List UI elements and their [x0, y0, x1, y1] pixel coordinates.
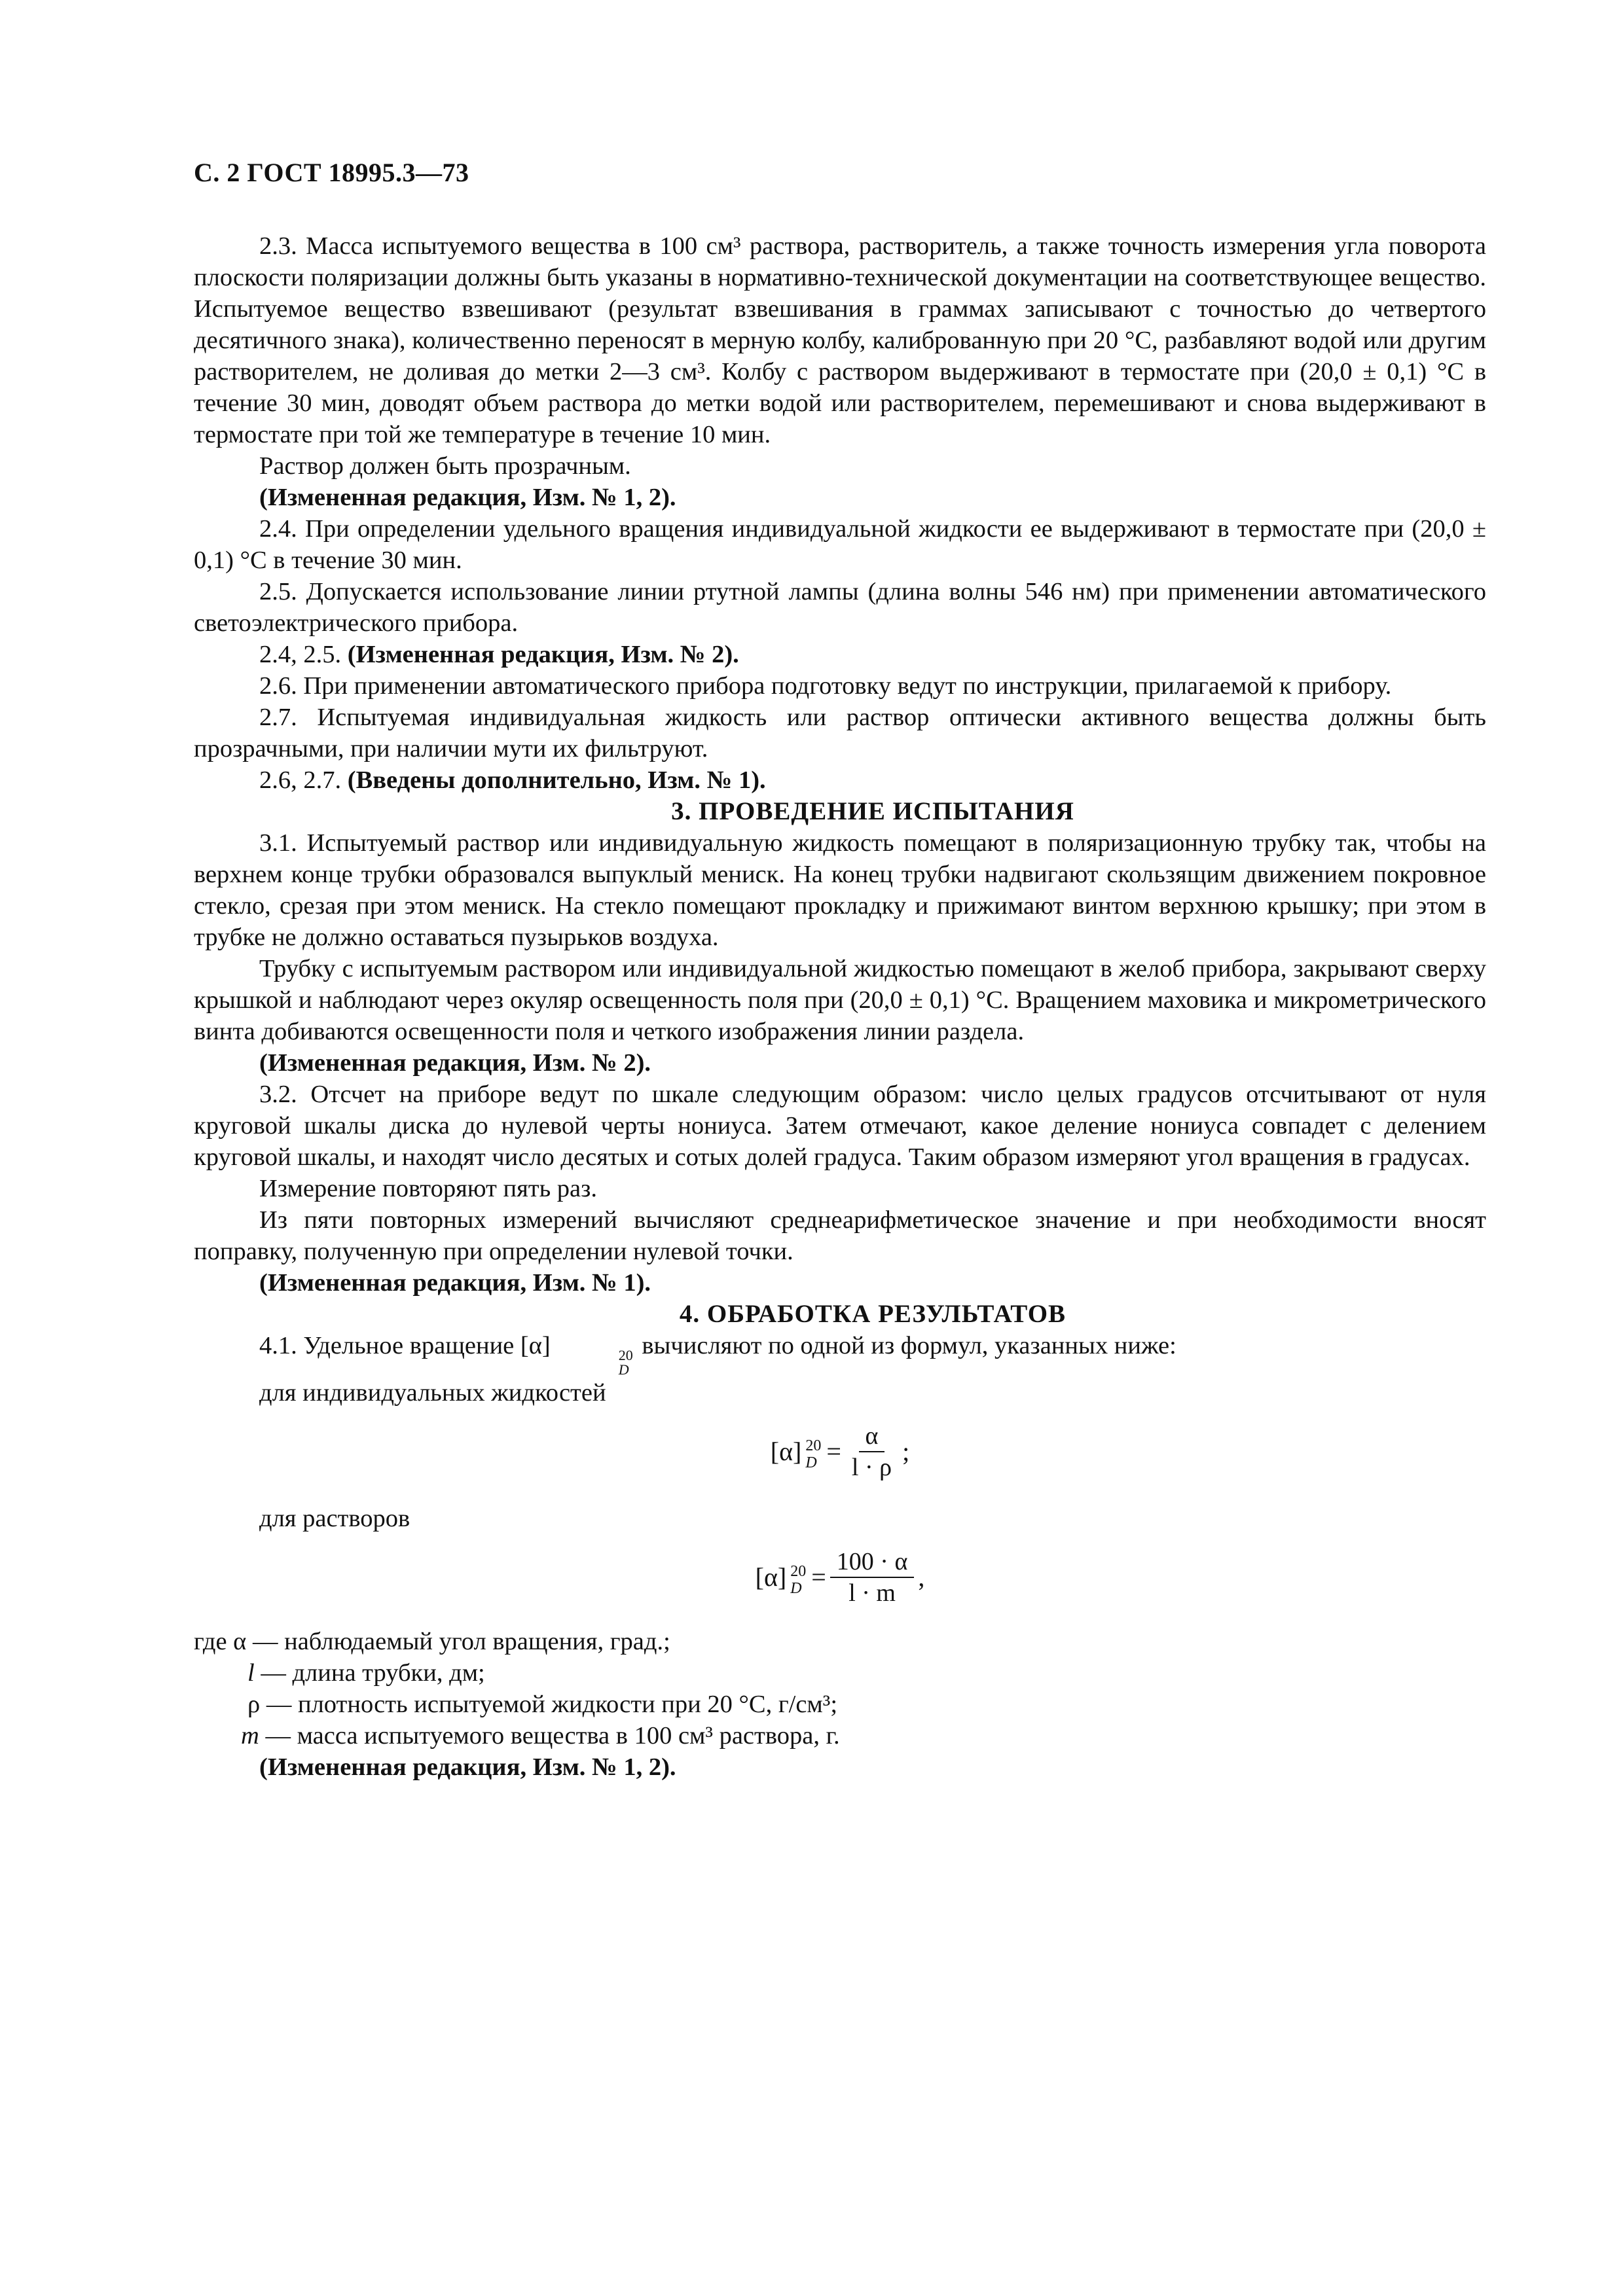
- page-header: С. 2 ГОСТ 18995.3—73: [194, 158, 469, 187]
- amendment-note-2-4-2-5: [194, 639, 1486, 670]
- formula-liquids: [194, 1420, 1486, 1483]
- fraction: [830, 1548, 915, 1607]
- sub-d: D: [790, 1580, 802, 1597]
- definition-m-text: — масса испытуемого вещества в 100 см³ раствора, г.: [259, 1722, 840, 1749]
- note-prefix: 2.6, 2.7.: [259, 766, 348, 794]
- paragraph-2-4: 2.4. При определении удельного вращения индивидуальной жидкости ее выдерживают в термостате при (20,0 ± 0,1) °С в течение 30 мин.: [194, 515, 1486, 574]
- paragraph-3-1: 3.1. Испытуемый раствор или индивидуальную жидкость помещают в поляризационную трубку так, чтобы на верхнем конце трубки образовался выпуклый мениск. На конец трубки надвигают скользящим движением покровное стекло, срезая при этом мениск. На стекло помещают прокладку и прижимают винтом верхнюю крышку; при этом в трубке не должно оставаться пузырьков воздуха.: [194, 829, 1486, 951]
- denominator: l · m: [848, 1579, 896, 1607]
- definition-l-text: — длина трубки, дм;: [254, 1659, 485, 1687]
- numerator: 100 · α: [830, 1548, 915, 1578]
- amendment-note: (Измененная редакция, Изм. № 1, 2).: [259, 484, 676, 511]
- paragraph-4-1: [194, 1330, 1486, 1377]
- amendment-note: (Измененная редакция, Изм. № 1).: [259, 1269, 651, 1297]
- formula-lhs: [α]: [770, 1437, 802, 1466]
- paragraph-2-3-transparent: Раствор должен быть прозрачным.: [259, 452, 631, 480]
- formula-tail: ,: [918, 1562, 925, 1592]
- definition-m: [194, 1720, 1486, 1751]
- paragraph-3-2-repeat: Измерение повторяют пять раз.: [259, 1175, 597, 1202]
- liquids-label: для индивидуальных жидкостей: [259, 1379, 606, 1407]
- paragraph-2-3: 2.3. Масса испытуемого вещества в 100 см³ раствора, растворитель, а также точность измерения угла поворота плоскости поляризации должны быть указаны в нормативно-технической документации на соответствующее вещество. Испытуемое вещество взвешивают (результат взвешивания в граммах записывают с точностью до четвертого десятичного знака), количественно переносят в мерную колбу, калиброванную при 20 °С, разбавляют водой или другим растворителем, не доливая до метки 2—3 см³. Колбу с раствором выдерживают в термостате при (20,0 ± 0,1) °С в течение 30 мин, доводят объем раствора до метки водой или растворителем, перемешивают и снова выдерживают в термостате при той же температуре в течение 10 мин.: [194, 232, 1486, 448]
- definition-rho: ρ — плотность испытуемой жидкости при 20 °С, г/см³;: [247, 1691, 838, 1718]
- p4-1-start: 4.1. Удельное вращение [α]: [259, 1332, 551, 1359]
- paragraph-3-2-average: Из пяти повторных измерений вычисляют среднеарифметическое значение и при необходимости вносят поправку, полученную при определении нулевой точки.: [194, 1206, 1486, 1265]
- sup-20: 20: [618, 1347, 633, 1363]
- document-body: [194, 230, 1486, 1783]
- p4-1-end: вычисляют по одной из формул, указанных ниже:: [642, 1332, 1176, 1359]
- paragraph-3-2: 3.2. Отсчет на приборе ведут по шкале следующим образом: число целых градусов отсчитывают от нуля круговой шкалы диска до нулевой черты нониуса. Затем отмечают, какое деление нониуса совпадет с делением круговой шкалы, и находят число десятых и сотых долей градуса. Таким образом измеряют угол вращения в градусах.: [194, 1081, 1486, 1171]
- formula-lhs: [α]: [755, 1562, 787, 1592]
- paragraph-2-5: 2.5. Допускается использование линии ртутной лампы (длина волны 546 нм) при применении автоматического светоэлектрического прибора.: [194, 578, 1486, 637]
- denominator: l · ρ: [851, 1454, 892, 1481]
- variable-definitions: [194, 1626, 1486, 1783]
- note-text: (Измененная редакция, Изм. № 2).: [347, 641, 739, 668]
- note-text: (Введены дополнительно, Изм. № 1).: [347, 766, 766, 794]
- sub-d: D: [618, 1361, 629, 1378]
- equals-sign: =: [826, 1437, 841, 1466]
- note-prefix: 2.4, 2.5.: [259, 641, 348, 668]
- symbol-m: m: [241, 1722, 259, 1749]
- symbol-l: l: [247, 1659, 255, 1687]
- paragraph-2-6: 2.6. При применении автоматического прибора подготовку ведут по инструкции, прилагаемой к прибору.: [259, 672, 1392, 700]
- definition-l: [194, 1657, 1486, 1689]
- amendment-note: (Измененная редакция, Изм. № 2).: [259, 1049, 651, 1077]
- paragraph-3-1-continued: Трубку с испытуемым раствором или индивидуальной жидкостью помещают в желоб прибора, закрывают сверху крышкой и наблюдают через окуляр освещенность поля при (20,0 ± 0,1) °С. Вращением маховика и микрометрического винта добиваются освещенности поля и четкого изображения линии раздела.: [194, 955, 1486, 1045]
- specific-rotation-indices: [553, 1348, 633, 1377]
- section-3-title: 3. ПРОВЕДЕНИЕ ИСПЫТАНИЯ: [671, 797, 1074, 825]
- formula-solutions: [194, 1546, 1486, 1609]
- solutions-label: для растворов: [259, 1505, 410, 1532]
- formula-tail: ;: [902, 1437, 910, 1466]
- section-4-title: 4. ОБРАБОТКА РЕЗУЛЬТАТОВ: [679, 1300, 1067, 1328]
- sup-20: 20: [805, 1437, 822, 1454]
- amendment-note: (Измененная редакция, Изм. № 1, 2).: [259, 1753, 676, 1781]
- fraction: [845, 1422, 898, 1481]
- numerator: α: [859, 1422, 885, 1452]
- definition-alpha: где α — наблюдаемый угол вращения, град.;: [194, 1628, 670, 1655]
- equals-sign: =: [811, 1562, 826, 1592]
- sup-20: 20: [790, 1563, 807, 1580]
- amendment-note-2-6-2-7: [194, 764, 1486, 796]
- sub-d: D: [805, 1454, 817, 1471]
- paragraph-2-7: 2.7. Испытуемая индивидуальная жидкость или раствор оптически активного вещества должны быть прозрачными, при наличии мути их фильтруют.: [194, 704, 1486, 762]
